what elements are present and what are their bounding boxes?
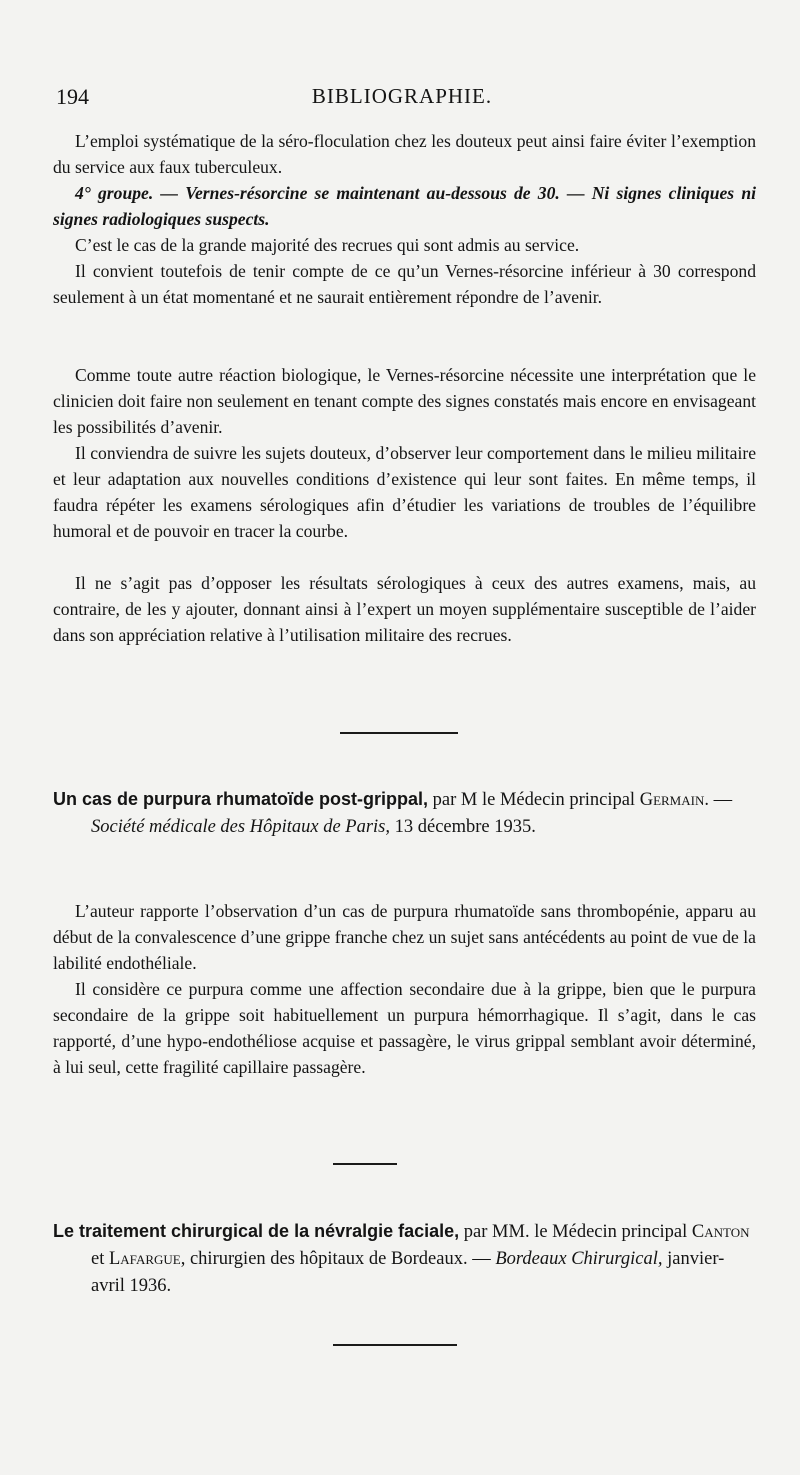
entry-date: janvier-avril 1936.	[91, 1249, 725, 1296]
entry-and: et	[91, 1249, 109, 1269]
entry-source: Bordeaux Chirurgical,	[495, 1249, 663, 1269]
paragraph-text: Il conviendra de suivre les sujets douteux, d’observer leur comportement dans le milieu militaire et leur adaptation aux nouvelles conditions d’existence qui leur sont faites. En même temps, il faudra répéter les examens sérologiques afin d’étudier les variations de troubles de l’équilibre humoral et de pouvoir en tracer la courbe.	[53, 443, 756, 541]
running-title: BIBLIOGRAPHIE.	[311, 84, 493, 108]
entry-source: Société médicale des Hôpitaux de Paris,	[91, 817, 390, 837]
paragraph-purpura-observation	[53, 898, 756, 976]
paragraph-serofloculation	[53, 128, 756, 180]
paragraph-vernes	[53, 258, 756, 310]
paragraph-text: Il ne s’agit pas d’opposer les résultats sérologiques à ceux des autres examens, mais, au contraire, de les y ajouter, donnant ainsi à l’expert un moyen supplémentaire susceptible de l’aider dans son appréciation relative à l’utilisation militaire des recrues.	[53, 573, 756, 645]
paragraph-interpretation	[53, 362, 756, 440]
entry-role: , chirurgien des hôpitaux de Bordeaux. —	[180, 1249, 496, 1269]
separator-rule	[340, 732, 458, 734]
paragraph-text: Il considère ce purpura comme une affection secondaire due à la grippe, bien que le purpura secondaire de la grippe soit habituellement un purpura hémorrhagique. Il s’agit, dans le cas rapporté, d’une hypo-endothéliose acquise et passagère, le virus grippal semblant avoir déterminé, à lui seul, cette fragilité capillaire passagère.	[53, 979, 756, 1077]
entry-title: Un cas de purpura rhumatoïde post-grippal,	[53, 789, 429, 809]
entry-author: Germain	[639, 790, 705, 810]
bibliography-entry-purpura	[53, 786, 758, 841]
paragraph-text: Comme toute autre réaction biologique, le Vernes-résorcine nécessite une interprétation que le clinicien doit faire non seulement en tenant compte des signes constatés mais encore en envisageant les possibilités d’avenir.	[53, 365, 756, 437]
paragraph-text: C’est le cas de la grande majorité des recrues qui sont admis au service.	[75, 235, 580, 255]
paragraph-follow-up	[53, 440, 756, 544]
paragraph-text: L’auteur rapporte l’observation d’un cas de purpura rhumatoïde sans thrombopénie, apparu au début de la convalescence d’une grippe franche chez un sujet sans antécédents au point de vue de la labilité endothéliale.	[53, 901, 756, 973]
group4-text: — Vernes-résorcine se maintenant au-dessous de 30. — Ni signes cliniques ni signes radiologiques suspects.	[53, 183, 756, 229]
entry-separator: . —	[704, 790, 733, 810]
group4-criteria	[53, 180, 756, 232]
paragraph-conclusion	[53, 570, 756, 648]
group4-label: 4° groupe.	[75, 183, 154, 203]
entry-author-2: Lafargue	[108, 1249, 181, 1269]
entry-title: Le traitement chirurgical de la névralgie faciale,	[53, 1221, 460, 1241]
paragraph-purpura-discussion	[53, 976, 756, 1080]
entry-date: 13 décembre 1935.	[390, 817, 536, 837]
paragraph-text: Il convient toutefois de tenir compte de ce qu’un Vernes-résorcine inférieur à 30 correspond seulement à un état momentané et ne saurait entièrement répondre de l’avenir.	[53, 261, 756, 307]
page-number: 194	[56, 84, 89, 109]
separator-rule	[333, 1344, 457, 1346]
paragraph-text: L’emploi systématique de la séro-floculation chez les douteux peut ainsi faire éviter l’exemption du service aux faux tuberculeux.	[53, 131, 756, 177]
entry-by: par MM. le Médecin principal	[459, 1222, 692, 1242]
entry-author-1: Canton	[691, 1222, 750, 1242]
bibliography-entry-nevralgie	[53, 1218, 758, 1300]
paragraph-majority	[53, 232, 756, 258]
page-header	[52, 84, 752, 114]
separator-rule	[333, 1163, 397, 1165]
entry-by: par M le Médecin principal	[428, 790, 640, 810]
